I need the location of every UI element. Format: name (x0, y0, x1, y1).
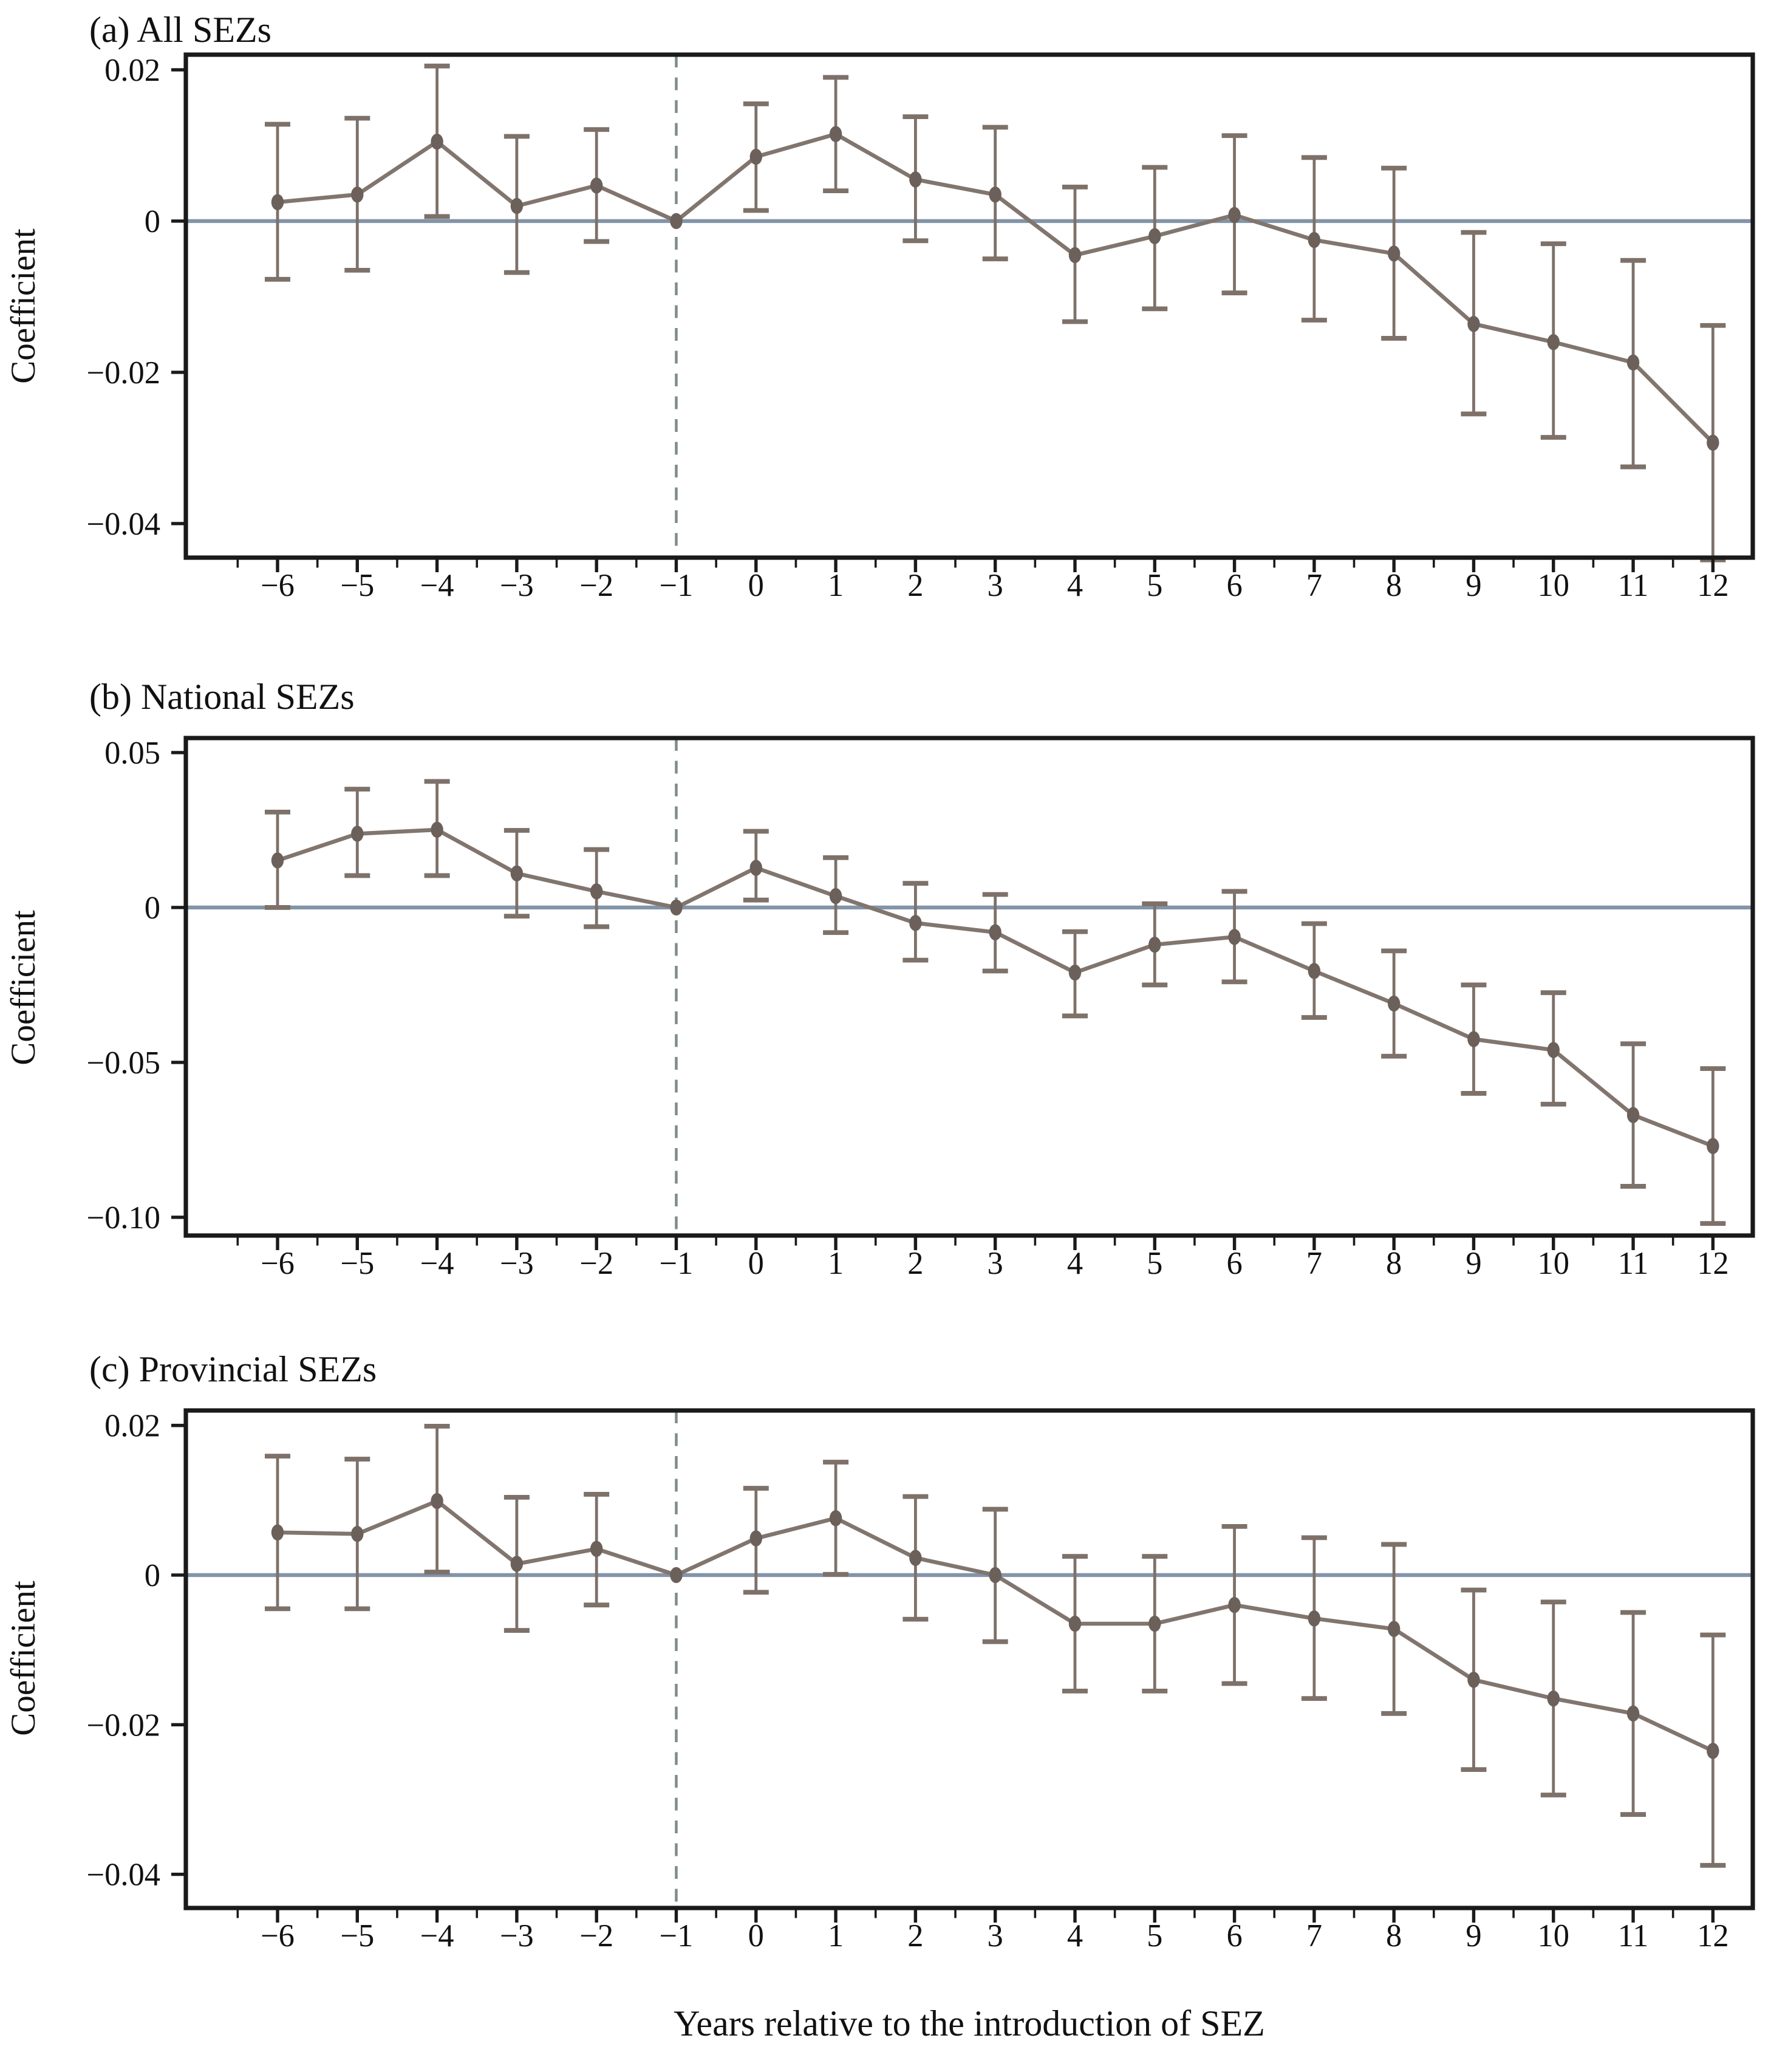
data-point (590, 1541, 602, 1557)
x-tick-label: 5 (1147, 568, 1163, 603)
x-tick-label: −3 (499, 1918, 534, 1954)
x-tick-label: 2 (907, 1918, 924, 1954)
panel-c-title: (c) Provincial SEZs (89, 1350, 377, 1390)
data-point (989, 186, 1001, 202)
x-tick-label: 11 (1617, 1918, 1649, 1954)
data-point (750, 1530, 762, 1546)
data-point (1308, 1610, 1320, 1626)
data-point (1228, 1597, 1240, 1613)
data-point (1467, 1031, 1479, 1047)
data-point (590, 883, 602, 899)
y-tick-label: 0.02 (104, 52, 160, 88)
x-tick-label: 5 (1147, 1246, 1163, 1281)
data-point (1308, 232, 1320, 248)
x-tick-label: 8 (1386, 1918, 1402, 1954)
data-point (1148, 937, 1161, 952)
data-point (271, 1525, 284, 1540)
y-tick-label: −0.10 (86, 1200, 160, 1236)
data-point (1627, 1107, 1639, 1123)
x-tick-label: 0 (748, 1918, 764, 1954)
x-tick-label: 6 (1226, 1918, 1243, 1954)
data-point (830, 888, 842, 904)
x-tick-label: 12 (1697, 1918, 1729, 1954)
x-tick-label: −4 (420, 1246, 454, 1281)
x-tick-label: 9 (1466, 1918, 1482, 1954)
y-tick-label: −0.05 (86, 1045, 160, 1081)
x-tick-label: 1 (827, 1918, 844, 1954)
x-tick-label: 2 (907, 568, 924, 603)
data-point (1388, 996, 1400, 1011)
x-tick-label: 12 (1697, 568, 1729, 603)
data-point (1228, 207, 1240, 223)
x-tick-label: −1 (659, 568, 694, 603)
y-tick-label: −0.04 (86, 506, 160, 542)
x-tick-label: −5 (340, 1246, 375, 1281)
y-tick-label: −0.02 (86, 1708, 160, 1743)
x-tick-label: −4 (420, 568, 454, 603)
y-tick-label: 0 (144, 1557, 160, 1593)
panel-background (186, 738, 1753, 1236)
x-tick-label: 3 (987, 568, 1003, 603)
data-point (431, 134, 443, 149)
x-tick-label: 3 (987, 1918, 1003, 1954)
x-tick-label: −4 (420, 1918, 454, 1954)
data-point (1467, 316, 1479, 332)
data-point (670, 900, 682, 915)
y-tick-label: −0.04 (86, 1857, 160, 1893)
data-point (830, 1510, 842, 1526)
data-point (1707, 1743, 1719, 1759)
x-tick-label: 10 (1537, 1246, 1570, 1281)
x-tick-label: 0 (748, 1246, 764, 1281)
data-point (909, 915, 921, 931)
y-tick-label: −0.02 (86, 355, 160, 391)
data-point (431, 822, 443, 838)
data-point (750, 149, 762, 165)
data-point (1547, 1691, 1560, 1706)
x-tick-label: 4 (1066, 568, 1083, 603)
data-point (750, 860, 762, 875)
data-point (1228, 929, 1240, 945)
panel-b-ylabel: Coefficient (5, 910, 44, 1065)
data-point (351, 1526, 363, 1542)
panel-background (186, 55, 1753, 558)
x-tick-label: 9 (1466, 1246, 1482, 1281)
data-point (1627, 355, 1639, 371)
data-point (1707, 1138, 1719, 1154)
data-point (909, 1550, 921, 1565)
x-tick-label: 0 (748, 568, 764, 603)
x-tick-label: −1 (659, 1246, 694, 1281)
data-point (670, 1567, 682, 1583)
x-tick-label: 5 (1147, 1918, 1163, 1954)
x-tick-label: −1 (659, 1918, 694, 1954)
data-point (989, 1567, 1001, 1583)
x-tick-label: 12 (1697, 1246, 1729, 1281)
data-point (1069, 1616, 1081, 1632)
data-point (909, 171, 921, 187)
data-point (431, 1493, 443, 1509)
x-tick-label: 11 (1617, 568, 1649, 603)
data-point (351, 186, 363, 202)
x-tick-label: 10 (1537, 568, 1570, 603)
panel-background (186, 1410, 1753, 1908)
x-tick-label: −5 (340, 1918, 375, 1954)
x-tick-label: 8 (1386, 568, 1402, 603)
data-point (1388, 1621, 1400, 1636)
x-tick-label: 11 (1617, 1246, 1649, 1281)
data-point (271, 194, 284, 210)
x-tick-label: 4 (1066, 1246, 1083, 1281)
x-tick-label: −2 (579, 1246, 614, 1281)
x-tick-label: 6 (1226, 1246, 1243, 1281)
y-tick-label: 0 (144, 203, 160, 239)
x-tick-label: 3 (987, 1246, 1003, 1281)
x-axis-title: Years relative to the introduction of SEZ (674, 2005, 1265, 2045)
x-tick-label: −6 (261, 1246, 295, 1281)
data-point (670, 213, 682, 229)
x-tick-label: 7 (1306, 1246, 1322, 1281)
x-tick-label: −6 (261, 1918, 295, 1954)
panel-b-title: (b) National SEZs (89, 678, 355, 718)
x-tick-label: 8 (1386, 1246, 1402, 1281)
x-tick-label: 4 (1066, 1918, 1083, 1954)
y-tick-label: 0 (144, 890, 160, 926)
data-point (1148, 1616, 1161, 1632)
data-point (830, 126, 842, 142)
x-tick-label: −6 (261, 568, 295, 603)
x-tick-label: 1 (827, 568, 844, 603)
data-point (1547, 334, 1560, 350)
x-tick-label: −5 (340, 568, 375, 603)
data-point (1148, 228, 1161, 244)
data-point (989, 925, 1001, 940)
x-tick-label: −2 (579, 568, 614, 603)
data-point (1069, 965, 1081, 980)
data-point (271, 852, 284, 868)
x-tick-label: 7 (1306, 568, 1322, 603)
data-point (511, 866, 523, 881)
y-tick-label: 0.02 (104, 1408, 160, 1444)
y-tick-label: 0.05 (104, 735, 160, 771)
data-point (1707, 435, 1719, 451)
data-point (511, 198, 523, 214)
x-tick-label: 10 (1537, 1918, 1570, 1954)
data-point (1308, 963, 1320, 979)
x-tick-label: 9 (1466, 568, 1482, 603)
x-tick-label: −3 (499, 1246, 534, 1281)
panel-c-ylabel: Coefficient (5, 1581, 44, 1736)
x-tick-label: 6 (1226, 568, 1243, 603)
x-tick-label: 1 (827, 1246, 844, 1281)
data-point (351, 826, 363, 841)
x-tick-label: 7 (1306, 1918, 1322, 1954)
data-point (1627, 1706, 1639, 1722)
data-point (1547, 1042, 1560, 1058)
data-point (1467, 1672, 1479, 1687)
data-point (1069, 247, 1081, 263)
x-tick-label: −2 (579, 1918, 614, 1954)
data-point (511, 1556, 523, 1571)
x-tick-label: 2 (907, 1246, 924, 1281)
data-point (590, 177, 602, 193)
x-tick-label: −3 (499, 568, 534, 603)
panel-a-title: (a) All SEZs (89, 11, 271, 51)
panel-a-ylabel: Coefficient (5, 228, 44, 384)
data-point (1388, 245, 1400, 261)
